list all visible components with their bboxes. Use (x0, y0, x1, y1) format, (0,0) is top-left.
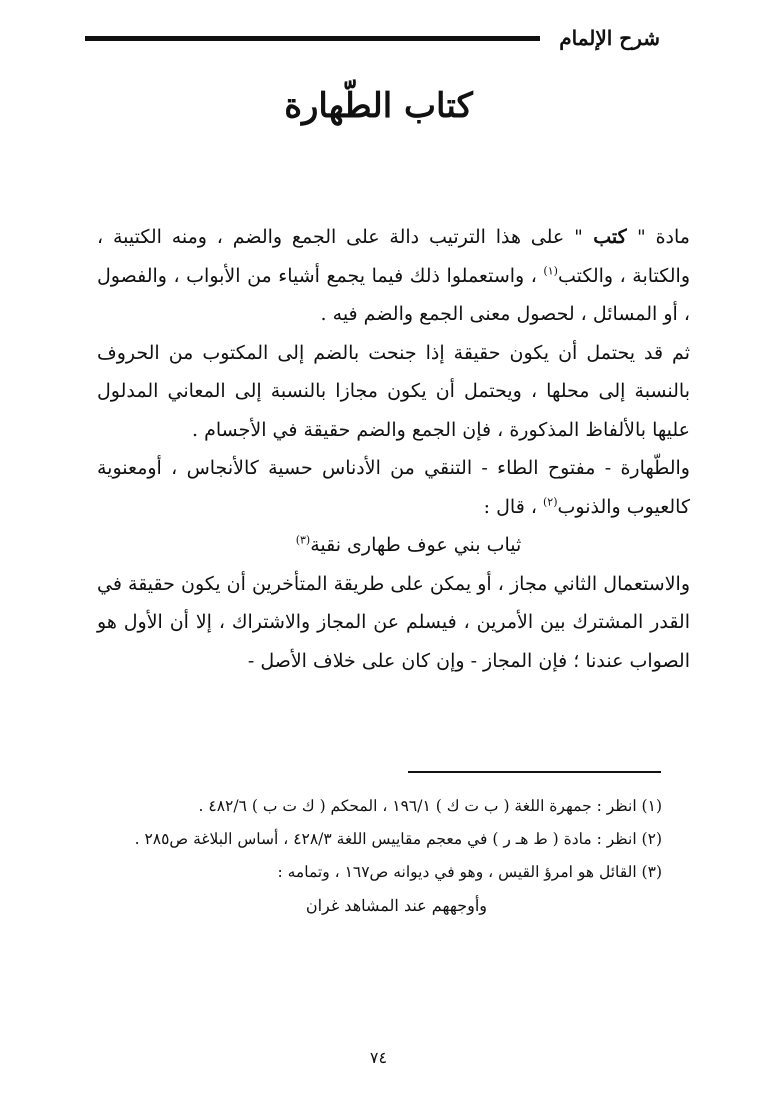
paragraph-3-part-b: ، قال : (483, 495, 543, 518)
footnote-1: (١) انظر : جمهرة اللغة ( ب ت ك ) ١٩٦/١ ، المحكم ( ك ت ب ) ٤٨٢/٦ . (198, 797, 662, 815)
paragraph-3-part-a: والطّهارة - مفتوح الطاء - التنقي من الأدناس حسية كالأنجاس ، أومعنوية كالعيوب والذنوب (97, 457, 690, 518)
footnote-separator (408, 771, 661, 773)
verse-text: ثياب بني عوف طهارى نقية (310, 534, 522, 556)
header-rule (85, 36, 540, 41)
footnote-3: (٣) القائل هو امرؤ القيس ، وهو في ديوانه ص١٦٧ ، وتمامه : (277, 863, 662, 881)
footnote-3-verse: وأوجههم عند المشاهد غران (305, 896, 487, 915)
footnote-ref-2: (٢) (543, 495, 558, 509)
paragraph-1-part-b: " على هذا الترتيب دالة على الجمع والضم ، ومنه الكتيبة ، والكتابة ، والكتب (97, 226, 691, 287)
footnote-2: (٢) انظر : مادة ( ط هـ ر ) في معجم مقاييس اللغة ٤٢٨/٣ ، أساس البلاغة ص٢٨٥ . (134, 830, 662, 848)
paragraph-3 (97, 449, 690, 526)
body-text (97, 218, 690, 680)
footnote-ref-3: (٣) (295, 533, 311, 547)
running-header (85, 28, 660, 64)
paragraph-1-part-a: مادة " (637, 226, 690, 248)
paragraph-1-part-c: ، واستعملوا ذلك فيما يجمع أشياء من الأبواب ، والفصول ، أو المسائل ، لحصول معنى الجمع والضم فيه . (97, 264, 690, 325)
paragraph-1 (97, 218, 690, 334)
running-header-title: شرح الإلمام (559, 26, 660, 50)
chapter-title: كتاب الطّهارة (284, 86, 473, 126)
paragraph-2: ثم قد يحتمل أن يكون حقيقة إذا جنحت بالضم إلى المكتوب من الحروف بالنسبة إلى محلها ، ويحتمل أن يكون مجازا بالنسبة إلى المعاني المدلول عليها بالألفاظ المذكورة ، فإن الجمع والضم حقيقة في الأجسام . (97, 341, 690, 441)
poetry-verse (97, 526, 690, 565)
paragraph-4: والاستعمال الثاني مجاز ، أو يمكن على طريقة المتأخرين أن يكون حقيقة في القدر المشترك بين الأمرين ، فيسلم عن المجاز والاشتراك ، إلا أن الأول هو الصواب عندنا ؛ فإن المجاز - وإن كان على خلاف الأصل - (97, 572, 690, 672)
footnote-ref-1: (١) (543, 264, 558, 278)
footnotes (90, 792, 662, 921)
page-number: ٧٤ (369, 1048, 388, 1067)
keyword-kutub: كتب (582, 226, 638, 248)
